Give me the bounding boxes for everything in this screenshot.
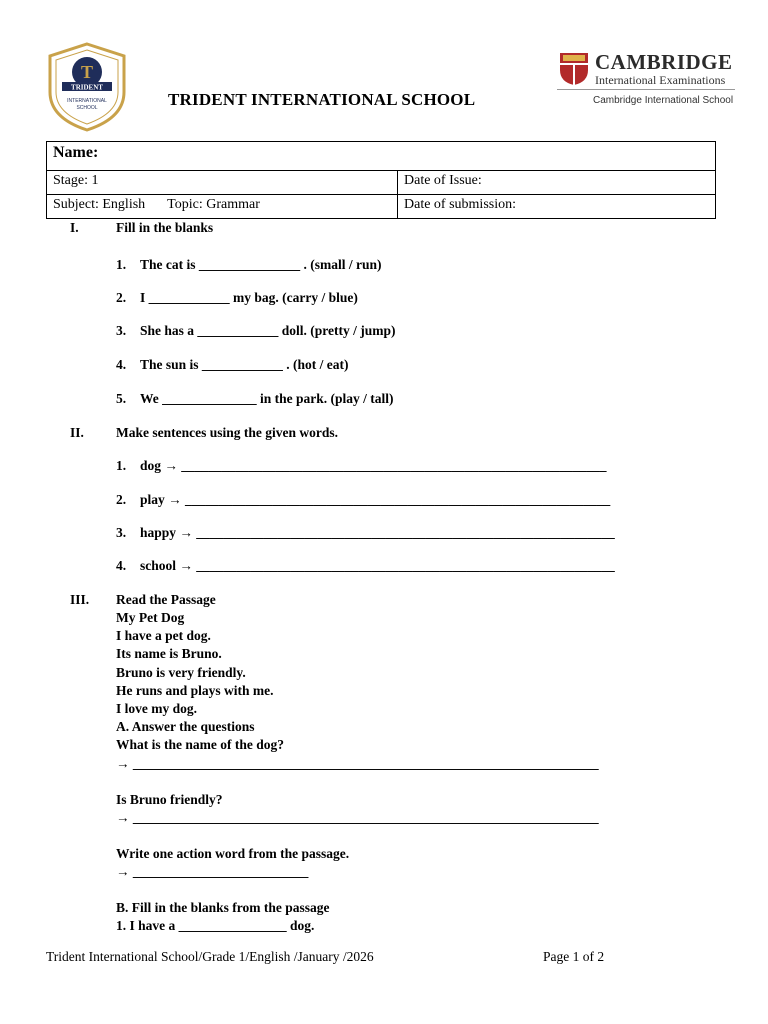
cambridge-name: CAMBRIDGE bbox=[595, 50, 733, 74]
cambridge-logo bbox=[557, 52, 747, 112]
passage-line: Bruno is very friendly. bbox=[116, 665, 246, 680]
svg-text:T: T bbox=[80, 62, 94, 82]
list-item[interactable]: I ____________ my bag. (carry / blue) bbox=[140, 290, 358, 305]
question: What is the name of the dog? bbox=[116, 737, 284, 752]
section-title: Make sentences using the given words. bbox=[116, 425, 338, 440]
list-item-number: 3. bbox=[116, 323, 127, 338]
passage-title: My Pet Dog bbox=[116, 610, 185, 625]
divider bbox=[557, 89, 735, 90]
list-item[interactable]: dog → _______________________________________________________________ bbox=[140, 458, 607, 473]
list-item[interactable]: We ______________ in the park. (play / tall) bbox=[140, 391, 394, 406]
list-item-number: 2. bbox=[116, 492, 127, 507]
svg-text:INTERNATIONAL: INTERNATIONAL bbox=[67, 98, 107, 104]
passage-line: He runs and plays with me. bbox=[116, 683, 274, 698]
school-logo bbox=[46, 42, 128, 132]
passage-line: I have a pet dog. bbox=[116, 628, 211, 643]
part-b-heading: B. Fill in the blanks from the passage bbox=[116, 900, 330, 915]
svg-text:SCHOOL: SCHOOL bbox=[76, 105, 98, 111]
topic-label: Topic: Grammar bbox=[167, 197, 260, 212]
section-title: Read the Passage bbox=[116, 592, 216, 607]
list-item-number: 1. bbox=[116, 257, 127, 272]
subject-topic-cell bbox=[47, 195, 398, 219]
list-item[interactable]: 1. I have a ________________ dog. bbox=[116, 918, 315, 933]
list-item-number: 5. bbox=[116, 391, 127, 406]
svg-text:TRIDENT: TRIDENT bbox=[71, 83, 103, 92]
question: Write one action word from the passage. bbox=[116, 846, 350, 861]
question: Is Bruno friendly? bbox=[116, 792, 223, 807]
part-a-heading: A. Answer the questions bbox=[116, 719, 255, 734]
answer-line[interactable]: → __________________________ bbox=[116, 864, 309, 879]
list-item[interactable]: The sun is ____________ . (hot / eat) bbox=[140, 357, 349, 372]
list-item[interactable]: school → ______________________________________________________________ bbox=[140, 558, 615, 573]
list-item-number: 4. bbox=[116, 357, 127, 372]
section-number: II. bbox=[70, 425, 84, 440]
cambridge-shield-icon bbox=[559, 52, 589, 86]
name-field[interactable]: Name: bbox=[47, 142, 716, 171]
answer-line[interactable]: → _____________________________________________________________________ bbox=[116, 810, 599, 825]
date-of-submission-cell[interactable]: Date of submission: bbox=[398, 195, 716, 219]
answer-line[interactable]: → _____________________________________________________________________ bbox=[116, 756, 599, 771]
cambridge-subtitle-2: Cambridge International School bbox=[593, 95, 734, 106]
list-item[interactable]: The cat is _______________ . (small / run) bbox=[140, 257, 382, 272]
list-item-number: 3. bbox=[116, 525, 127, 540]
page-number: Page 1 of 2 bbox=[543, 949, 605, 964]
footer-text: Trident International School/Grade 1/English /January /2026 bbox=[46, 949, 374, 964]
list-item-number: 1. bbox=[116, 458, 127, 473]
subject-label: Subject: English bbox=[53, 197, 146, 212]
section-number: I. bbox=[70, 220, 79, 235]
passage-line: Its name is Bruno. bbox=[116, 646, 222, 661]
stage-cell: Stage: 1 bbox=[47, 171, 398, 195]
list-item[interactable]: happy → ______________________________________________________________ bbox=[140, 525, 615, 540]
section-title: Fill in the blanks bbox=[116, 220, 214, 235]
cambridge-subtitle: International Examinations bbox=[595, 73, 726, 87]
section-number: III. bbox=[70, 592, 90, 607]
list-item-number: 4. bbox=[116, 558, 127, 573]
list-item[interactable]: play → _______________________________________________________________ bbox=[140, 492, 611, 507]
list-item-number: 2. bbox=[116, 290, 127, 305]
date-of-issue-cell[interactable]: Date of Issue: bbox=[398, 171, 716, 195]
list-item[interactable]: She has a ____________ doll. (pretty / jump) bbox=[140, 323, 396, 338]
passage-line: I love my dog. bbox=[116, 701, 197, 716]
school-title: TRIDENT INTERNATIONAL SCHOOL bbox=[168, 90, 476, 109]
info-table bbox=[46, 141, 716, 219]
